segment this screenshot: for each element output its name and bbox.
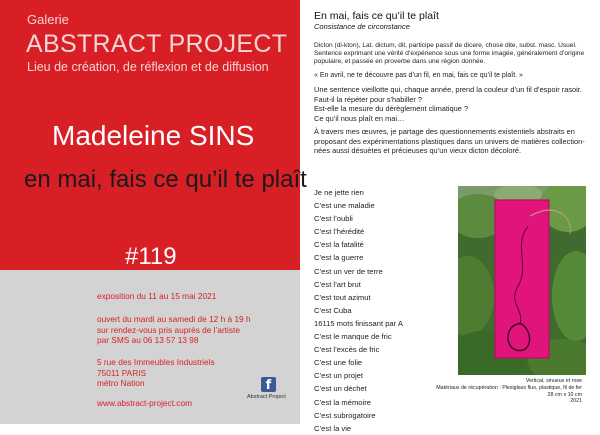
definition-line: Sentence exprimant une vérité d’expérience sous une forme imagée, généralement d’origine — [314, 50, 585, 58]
address-metro: métro Nation — [97, 378, 145, 388]
opening-hours: ouvert du mardi au samedi de 12 h à 19 h — [97, 314, 251, 324]
statement-line: proposant des expérimentations plastiques dans un univers de matières collection- — [314, 136, 585, 146]
list-item: C’est Cuba — [314, 305, 352, 315]
list-item: C’est un déchet — [314, 384, 367, 394]
list-item: C’est la mémoire — [314, 397, 371, 407]
list-item: C’est la vie — [314, 423, 352, 433]
list-item: C’est un ver de terre — [314, 266, 383, 276]
artwork-photo — [458, 186, 586, 375]
caption-materials: Matériaux de récupération : Plexiglass fluo, plastique, fil de fer — [436, 384, 582, 391]
artwork-illustration — [458, 186, 586, 375]
list-item: C’est l’oubli — [314, 214, 353, 224]
facebook-label: Abstract Project — [247, 394, 286, 400]
definition-line: Dicton (di-kton), Lat. dictum, dit, participe passif de dicere, chose dite, subst. masc. Usuel. — [314, 42, 577, 49]
list-item: C’est la guerre — [314, 253, 364, 263]
list-item: Je ne jette rien — [314, 188, 364, 197]
list-item: C’est l’hérédité — [314, 227, 365, 237]
statement-paragraph — [314, 127, 585, 156]
statement-line: À travers mes œuvres, je partage des questionnements existentiels abstraits en — [314, 127, 575, 136]
intro-line: Une sentence vieillotte qui, chaque année, prend la couleur d’un fil d’espoir rasoir. — [314, 85, 582, 94]
text-subtitle: Consistance de circonstance — [314, 22, 410, 31]
caption-dimensions: 28 cm x 10 cm — [547, 391, 582, 398]
list-item: C’est la fatalité — [314, 240, 364, 250]
intro-line: Faut-il la répéter pour s’habiller ? — [314, 94, 423, 104]
list-item: C’est l’art brut — [314, 279, 361, 289]
statement-line: nées aussi désuètes et précieuses qu’un vieux dicton décoloré. — [314, 146, 522, 155]
website-link[interactable]: www.abstract-project.com — [97, 398, 192, 408]
show-title: en mai, fais ce qu’il te plaît — [24, 166, 307, 193]
appointment-note: sur rendez-vous pris auprès de l’artiste — [97, 324, 240, 335]
intro-line: Est-elle la mesure du dérèglement climatique ? — [314, 104, 469, 113]
address-street: 5 rue des Immeubles Industriels — [97, 357, 215, 367]
exhibition-dates: exposition du 11 au 15 mai 2021 — [97, 291, 217, 301]
list-item: C’est tout azimut — [314, 292, 371, 302]
definition-line: populaire, et passée en proverbe dans une région donnée. — [314, 58, 486, 66]
list-item: C’est subrogatoire — [314, 410, 376, 420]
intro-paragraph — [314, 85, 582, 123]
gallery-label: Galerie — [27, 12, 69, 27]
gallery-subtitle: Lieu de création, de réflexion et de diffusion — [27, 60, 269, 74]
caption-title: Vertical, sinueux et rose — [525, 378, 582, 384]
exhibition-number: #119 — [125, 243, 177, 270]
intro-line: Ce qu’il nous plaît en mai… — [314, 113, 405, 123]
list-item: C’est un projet — [314, 371, 363, 381]
sms-contact: par SMS au 06 13 57 13 98 — [97, 335, 199, 345]
facebook-icon[interactable]: f — [261, 377, 276, 392]
text-title: En mai, fais ce qu’il te plaît — [314, 10, 439, 22]
artwork-caption — [436, 378, 582, 405]
artist-name: Madeleine SINS — [52, 120, 255, 151]
address-city: 75011 PARIS — [97, 367, 147, 378]
list-item: C’est le manque de fric — [314, 332, 392, 342]
list-item: C’est l’excès de fric — [314, 345, 380, 355]
proverb-quote: « En avril, ne te découvre pas d’un fil, en mai, fais ce qu’il te plaît. » — [314, 72, 523, 79]
list-item: 16115 mots finissant par A — [314, 318, 403, 328]
list-item: C’est une maladie — [314, 201, 375, 211]
list-item: C’est une folie — [314, 358, 363, 368]
poem-list — [314, 186, 403, 435]
caption-year: 2021 — [570, 398, 582, 405]
left-panel — [0, 0, 307, 424]
definition-paragraph — [314, 42, 598, 67]
gallery-name: ABSTRACT PROJECT — [26, 30, 288, 58]
